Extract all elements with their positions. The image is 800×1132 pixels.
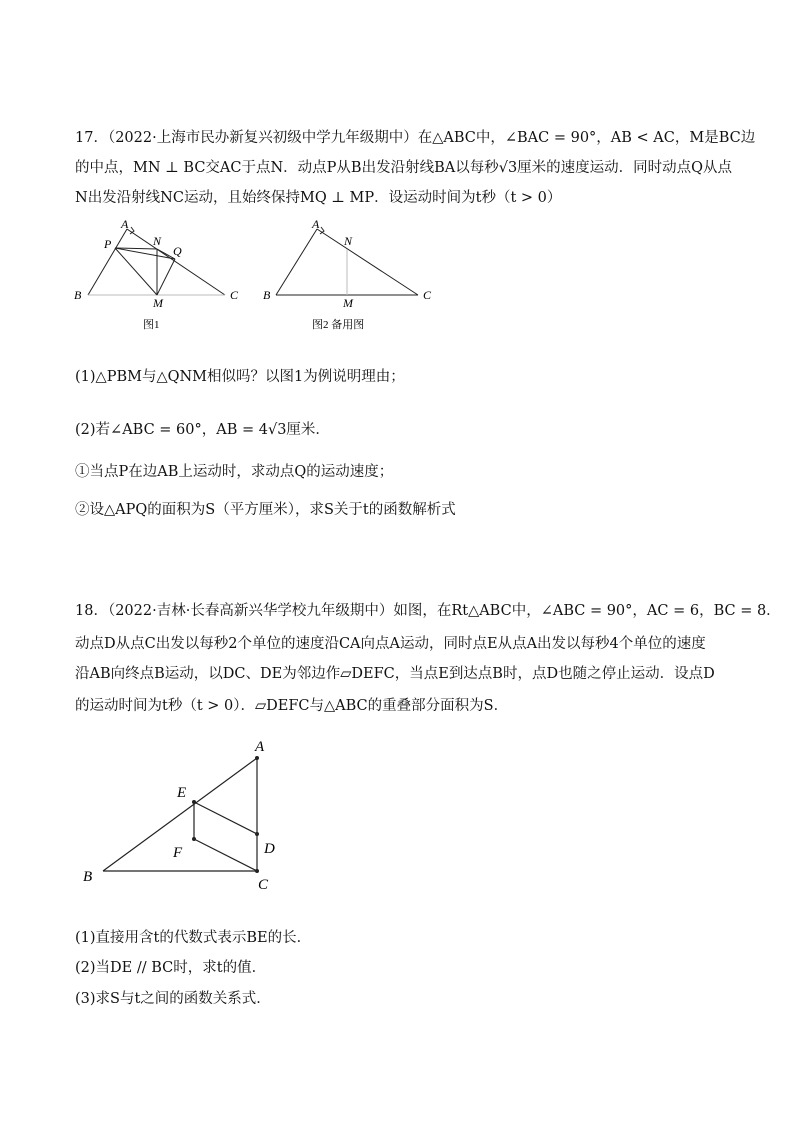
q17-figure-2 (255, 215, 455, 335)
q17-line-1: 17．（2022·上海市民办新复兴初级中学九年级期中）在△ABC中，∠BAC = 90°，AB < AC，M是BC边 (75, 130, 756, 146)
q18-label-e: E (177, 785, 187, 801)
fig1-label-m: M (153, 296, 163, 310)
q18-line-4: 的运动时间为t秒（t > 0）．▱DEFC与△ABC的重叠部分面积为S． (75, 698, 509, 714)
q18-label-f: F (173, 845, 183, 861)
q18-label-b: B (83, 869, 93, 885)
q18-line-1: 18．（2022·吉林·长春高新兴华学校九年级期中）如图，在Rt△ABC中，∠ABC = 90°，AC = 6，BC = 8． (75, 603, 781, 619)
fig1-label-p: P (104, 237, 112, 251)
fig1-label-n: N (153, 234, 162, 248)
q18-part-2: (2)当DE // BC时，求t的值． (75, 960, 267, 976)
q17-line-2: 的中点，MN ⊥ BC交AC于点N．动点P从B出发沿射线BA以每秒√3厘米的速度运动．同时动点Q从点 (75, 160, 733, 176)
fig2-label-a: A (312, 217, 320, 231)
q18-line-2: 动点D从点C出发以每秒2个单位的速度沿CA向点A运动，同时点E从点A出发以每秒4个单位的速度 (75, 636, 706, 652)
q17-part-2a: ①当点P在边AB上运动时，求动点Q的运动速度； (75, 464, 394, 480)
fig1-label-b: B (74, 288, 82, 302)
fig1-caption: 图1 (143, 319, 160, 331)
q18-label-a: A (255, 739, 265, 755)
fig2-label-b: B (263, 288, 271, 302)
q17-line-3: N出发沿射线NC运动，且始终保持MQ ⊥ MP．设运动时间为t秒（t > 0） (75, 190, 562, 206)
fig2-caption: 图2 备用图 (312, 319, 365, 331)
q18-label-d: D (264, 841, 275, 857)
q18-part-3: (3)求S与t之间的函数关系式． (75, 991, 271, 1007)
q18-figure (75, 730, 305, 900)
fig2-label-m: M (343, 296, 353, 310)
q18-line-3: 沿AB向终点B运动，以DC、DE为邻边作▱DEFC，当点E到达点B时，点D也随之停止运动．设点D (75, 666, 715, 682)
fig1-label-a: A (121, 217, 129, 231)
fig1-label-c: C (230, 288, 239, 302)
fig2-label-n: N (344, 234, 353, 248)
q17-part-2: (2)若∠ABC = 60°，AB = 4√3厘米． (75, 422, 330, 438)
q17-figure-1 (60, 215, 260, 335)
q17-part-2b: ②设△APQ的面积为S（平方厘米），求S关于t的函数解析式 (75, 502, 456, 518)
q17-part-1: (1)△PBM与△QNM相似吗？以图1为例说明理由； (75, 369, 405, 385)
fig2-label-c: C (423, 288, 432, 302)
q18-label-c: C (258, 877, 269, 893)
fig1-label-q: Q (173, 244, 182, 258)
q18-part-1: (1)直接用含t的代数式表示BE的长． (75, 930, 312, 946)
